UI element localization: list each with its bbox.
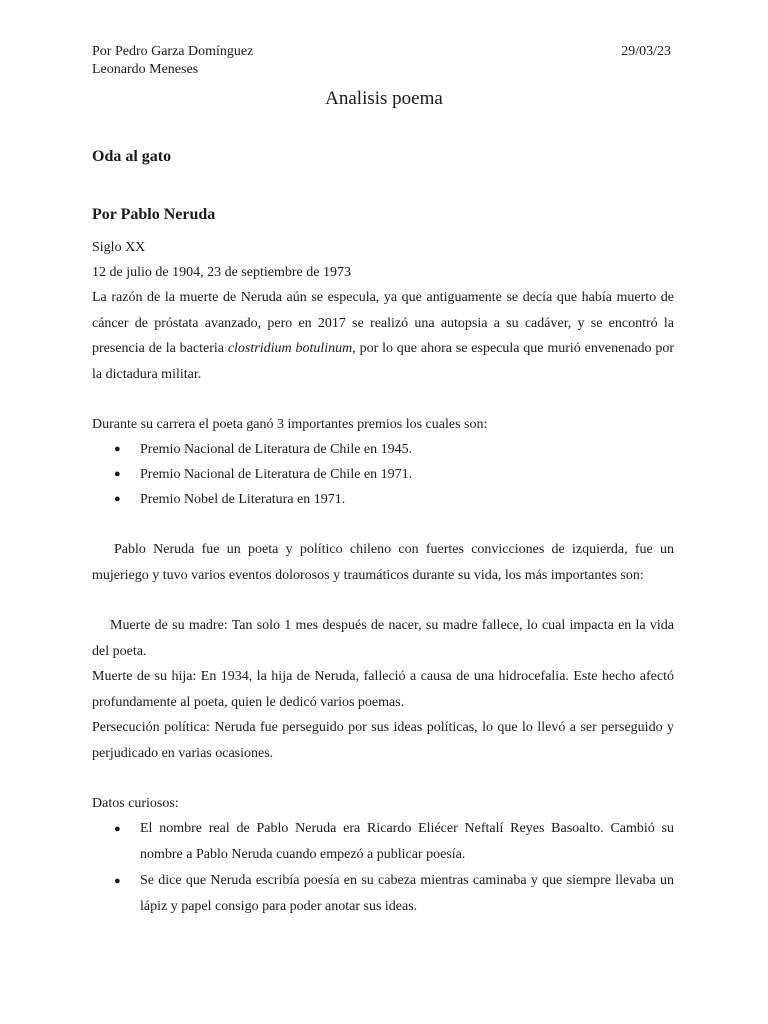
dates-line: 12 de julio de 1904, 23 de septiembre de 1973 bbox=[92, 265, 351, 280]
list-item bbox=[92, 816, 674, 868]
document-title: Analisis poema bbox=[325, 88, 443, 109]
awards-intro: Durante su carrera el poeta ganó 3 importantes premios los cuales son: bbox=[92, 417, 488, 432]
poet-heading: Por Pablo Neruda bbox=[92, 206, 216, 223]
header-author-2: Leonardo Meneses bbox=[92, 62, 199, 77]
awards-list bbox=[92, 437, 674, 512]
poem-title: Oda al gato bbox=[92, 148, 172, 165]
bullet-icon: ● bbox=[114, 875, 121, 887]
fact-text: Se dice que Neruda escribía poesía en su cabeza mientras caminaba y que siempre llevaba un lápiz y papel consigo para poder anotar sus ideas. bbox=[140, 873, 674, 914]
header-authors bbox=[92, 43, 253, 79]
century-line: Siglo XX bbox=[92, 240, 146, 255]
bio-paragraph: Pablo Neruda fue un poeta y político chileno con fuertes convicciones de izquierda, fue un mujeriego y tuvo varios eventos dolorosos y traumáticos durante su vida, los más importantes son: bbox=[92, 542, 674, 583]
list-item bbox=[92, 868, 674, 920]
spacer bbox=[92, 387, 674, 412]
death-text-after: , por lo que ahora se especula que murió envenenado por la dictadura militar. bbox=[92, 341, 674, 382]
header-date: 29/03/23 bbox=[621, 44, 671, 59]
bullet-icon: ● bbox=[114, 443, 121, 455]
spacer bbox=[92, 766, 674, 791]
list-item bbox=[92, 487, 674, 512]
spacer bbox=[92, 512, 674, 537]
bullet-icon: ● bbox=[114, 493, 121, 505]
facts-list bbox=[92, 816, 674, 920]
award-text: Premio Nacional de Literatura de Chile en 1971. bbox=[140, 467, 413, 482]
death-paragraph bbox=[92, 285, 674, 387]
facts-intro: Datos curiosos: bbox=[92, 796, 179, 811]
header-author-1: Por Pedro Garza Domínguez bbox=[92, 44, 254, 59]
bullet-icon: ● bbox=[114, 823, 121, 835]
bacteria-name: clostridium botulinum bbox=[227, 341, 353, 356]
award-text: Premio Nobel de Literatura en 1971. bbox=[140, 492, 346, 507]
death-text-before: La razón de la muerte de Neruda aún se especula, ya que antiguamente se decía que había muerto de cáncer de próstata avanzado, pero en 2017 se realizó una autopsia a su cadáver, y se encontró la presencia de la bacteria bbox=[92, 290, 674, 356]
list-item bbox=[92, 437, 674, 462]
event-daughter: Muerte de su hija: En 1934, la hija de Neruda, falleció a causa de una hidrocefalia. Este hecho afectó profundamente al poeta, quien le dedicó varios poemas. bbox=[92, 669, 674, 710]
event-mother: Muerte de su madre: Tan solo 1 mes después de nacer, su madre fallece, lo cual impacta en la vida del poeta. bbox=[92, 618, 674, 659]
event-persecution: Persecución política: Neruda fue perseguido por sus ideas políticas, lo que lo llevó a ser perseguido y perjudicado en varias ocasiones. bbox=[92, 720, 674, 761]
document-body bbox=[92, 235, 674, 920]
award-text: Premio Nacional de Literatura de Chile en 1945. bbox=[140, 442, 413, 457]
list-item bbox=[92, 462, 674, 487]
bullet-icon: ● bbox=[114, 468, 121, 480]
fact-text: El nombre real de Pablo Neruda era Ricardo Eliécer Neftalí Reyes Basoalto. Cambió su nombre a Pablo Neruda cuando empezó a publicar poesía. bbox=[140, 821, 674, 862]
spacer bbox=[92, 588, 674, 613]
